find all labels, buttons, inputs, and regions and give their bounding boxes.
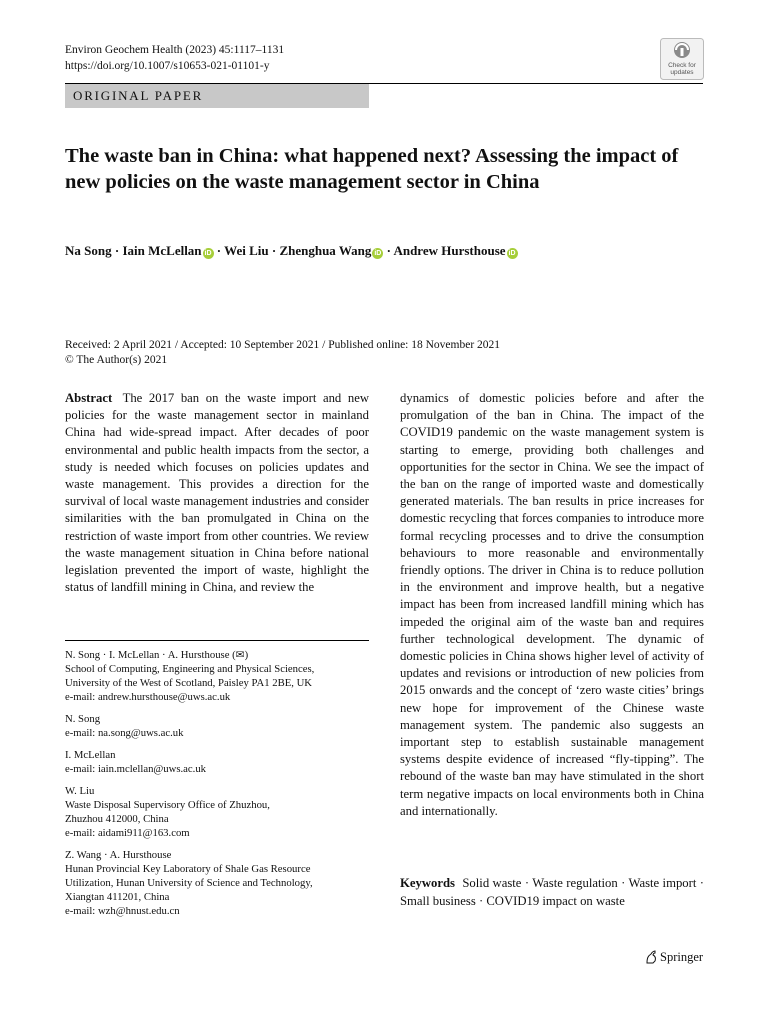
doi-link[interactable]: https://doi.org/10.1007/s10653-021-01101-y (65, 60, 270, 72)
affiliation-block (65, 784, 385, 840)
paper-title: The waste ban in China: what happened next? Assessing the impact of new policies on the waste management sector in China (65, 145, 679, 193)
author-separator: · (111, 243, 123, 258)
section-label: ORIGINAL PAPER (73, 88, 204, 103)
keywords-block (400, 875, 704, 910)
publisher-footer (645, 948, 703, 966)
keywords-text: Solid waste · Waste regulation · Waste import · Small business · COVID19 impact on waste (400, 876, 704, 908)
publication-dates: Received: 2 April 2021 / Accepted: 10 September 2021 / Published online: 18 November 2021 © The Author(s) 2021 (65, 339, 501, 366)
author-separator: · (268, 243, 280, 258)
author-name[interactable]: Iain McLellan (122, 243, 202, 258)
affiliation-line: Utilization, Hunan University of Science and Technology, (65, 877, 313, 889)
affiliations (65, 648, 385, 926)
author-name[interactable]: Andrew Hursthouse (393, 243, 506, 258)
orcid-icon[interactable]: iD (374, 250, 382, 257)
journal-citation: Environ Geochem Health (2023) 45:1117–1131 (65, 44, 285, 56)
email-address[interactable]: e-mail: andrew.hursthouse@uws.ac.uk (65, 691, 231, 703)
email-address[interactable]: e-mail: wzh@hnust.edu.cn (65, 905, 180, 917)
affiliation-line: I. McLellan (65, 749, 116, 761)
author-list (65, 242, 705, 260)
affiliation-rule (65, 640, 369, 641)
abstract-right-column (400, 390, 704, 820)
affiliation-line: School of Computing, Engineering and Physical Sciences, (65, 663, 315, 675)
affiliation-line: Xiangtan 411201, China (65, 891, 170, 903)
abstract-label: Abstract (65, 391, 113, 405)
author-separator: · (213, 243, 225, 258)
affiliation-line: Hunan Provincial Key Laboratory of Shale Gas Resource (65, 863, 311, 875)
copyright-notice: © The Author(s) 2021 (65, 354, 168, 366)
affiliation-block (65, 712, 385, 740)
affiliation-line: N. Song · I. McLellan · A. Hursthouse (✉) (65, 649, 249, 661)
check-for-updates-badge[interactable] (660, 38, 704, 80)
author-name[interactable]: Zhenghua Wang (279, 243, 372, 258)
affiliation-line: Z. Wang · A. Hursthouse (65, 849, 172, 861)
journal-header (65, 42, 284, 74)
orcid-icon[interactable]: iD (204, 250, 212, 257)
check-label: Check for (668, 62, 696, 69)
affiliation-block (65, 648, 385, 704)
email-address[interactable]: e-mail: aidami911@163.com (65, 827, 190, 839)
email-address[interactable]: e-mail: iain.mclellan@uws.ac.uk (65, 763, 207, 775)
affiliation-line: W. Liu (65, 785, 95, 797)
affiliation-block (65, 848, 385, 918)
author-separator: · (383, 243, 394, 258)
abstract-text-left: The 2017 ban on the waste import and new policies for the waste management sector in mainland China had wide-spread impact. After decades of poor environmental and public health impacts from the sector, a study is needed which focuses on policies updates and waste management. This provides a direction for the survival of local waste management industries and consider similarities with the ban promulgated in China on the restriction of waste import from other countries. We review the waste management situation in China before national legislation prevented the import of waste, highlight the status of landfill mining in China, and review the (65, 391, 369, 595)
affiliation-block (65, 748, 385, 776)
springer-horse-icon (645, 950, 657, 964)
author-name[interactable]: Na Song (65, 243, 112, 258)
check-for-updates-icon (660, 38, 704, 80)
published-date: Published online: 18 November 2021 (328, 339, 501, 351)
orcid-icon[interactable]: iD (508, 250, 516, 257)
accepted-date: Accepted: 10 September 2021 (180, 339, 320, 351)
affiliation-line: Waste Disposal Supervisory Office of Zhuzhou, (65, 799, 270, 811)
keywords-label: Keywords (400, 876, 455, 890)
author-name[interactable]: Wei Liu (224, 243, 269, 258)
affiliation-line: Zhuzhou 412000, China (65, 813, 169, 825)
affiliation-line: N. Song (65, 713, 101, 725)
section-label-bar (65, 84, 369, 108)
received-date: Received: 2 April 2021 (65, 339, 172, 351)
updates-label: updates (670, 69, 694, 76)
abstract-left-column (65, 390, 369, 596)
abstract-text-right: dynamics of domestic policies before and after the promulgation of the ban in China. The impact of the COVID19 pandemic on the waste management system is starting to emerge, providing both challenges and opportunities for the sector in China. We see the impact of the ban on the range of imported waste and domestically generated materials. The ban results in price increases for domestic recycling that forces companies to introduce more formal recycling processes and to drive the consumption behaviours to more reasonable and environmentally friendly options. The driver in China is to reduce pollution in the environment and improve health, but a negative impact has been from increased landfill mining which has impeded the original aim of the waste ban and requires further technological development. The dynamic of domestic policies in China shows higher level of activity of updates and revisions or introduction of new policies from 2015 onwards and the concept of ‘zero waste cities’ brings new hope for improvement of the Chinese waste management system. The pandemic also suggests an important step to establish sustainable management systems despite evidence of increased “fly-tipping”. The rebound of the waste ban may have stimulated in the short term negative impacts on local environments both in China and internationally. (400, 391, 704, 818)
publisher-name: Springer (660, 950, 704, 964)
affiliation-line: University of the West of Scotland, Paisley PA1 2BE, UK (65, 677, 313, 689)
email-address[interactable]: e-mail: na.song@uws.ac.uk (65, 727, 184, 739)
